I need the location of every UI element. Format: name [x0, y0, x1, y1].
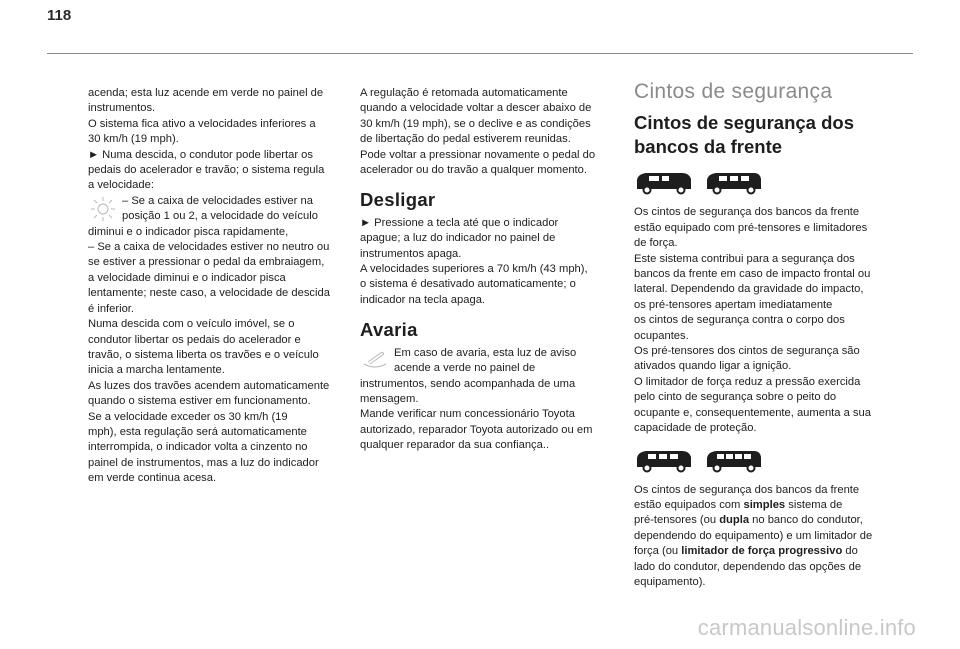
sun-tip-icon: [88, 194, 118, 222]
col3-line: pelo cinto de segurança sobre o peito do: [634, 391, 837, 404]
col3-line: estão equipado com pré-tensores e limitadores: [634, 221, 868, 234]
col1-line: lentamente; neste caso, a velocidade de descida: [88, 287, 330, 300]
col1-line: Numa descida com o veículo imóvel, se o: [88, 318, 295, 331]
col2-line: apague; a luz do indicador no painel de: [360, 232, 556, 245]
col1-line: acenda; esta luz acende em verde no painel de: [88, 87, 324, 99]
col1-line: é inferior.: [88, 302, 135, 315]
col1-line: em verde continua acesa.: [88, 472, 217, 485]
column-2: [360, 86, 608, 454]
vehicle-icons-row-2: [634, 447, 886, 473]
column-3: [634, 80, 886, 590]
col3-line: O limitador de força reduz a pressão exercida: [634, 375, 861, 388]
col1-line: a velocidade:: [88, 179, 154, 192]
col1-line: O sistema fica ativo a velocidades inferiores a: [88, 117, 316, 130]
col2-line: 30 km/h (19 mph), se o declive e as condições: [360, 117, 591, 130]
col3-line: ocupantes.: [634, 329, 689, 342]
col1-line: instrumentos.: [88, 102, 156, 115]
van-icon: [634, 169, 694, 195]
col3-line: ativados quando ligar a ignição.: [634, 360, 792, 373]
col3-line: bancos da frente em caso de impacto frontal ou: [634, 268, 871, 281]
col3-line: [634, 498, 886, 513]
text-run: sistema de: [785, 498, 843, 511]
note-pencil-icon: [360, 346, 390, 374]
bold-term: dupla: [719, 514, 750, 527]
col2-avaria-line: acende a verde no painel de: [394, 362, 536, 375]
col3-line: lado do condutor, dependendo das opções de: [634, 560, 862, 573]
col2-line: o sistema é desativado automaticamente; o: [360, 278, 576, 291]
col1-line: pedais do acelerador e travão; o sistema regula: [88, 164, 325, 177]
col2-line: qualquer reparador da sua confiança..: [360, 439, 550, 452]
col2-line: de libertação do pedal estiverem reunidas.: [360, 133, 571, 146]
col3-line: dependendo do equipamento) e um limitador de: [634, 529, 873, 542]
col1-line: Se a velocidade exceder os 30 km/h (19: [88, 410, 288, 423]
text-run: do: [842, 545, 858, 558]
section-title: Cintos de segurança: [634, 80, 833, 103]
column-1: [88, 86, 346, 487]
col1-line: quando o sistema estiver em funcionamento.: [88, 395, 311, 408]
col2-line: Mande verificar num concessionário Toyota: [360, 408, 575, 421]
col3-line: equipamento).: [634, 575, 706, 588]
col1-line: ► Numa descida, o condutor pode libertar os: [88, 148, 314, 161]
header-divider: [47, 53, 913, 54]
col1-line: – Se a caixa de velocidades estiver no neutro ou: [88, 241, 330, 254]
col2-line: A velocidades superiores a 70 km/h (43 mph),: [360, 263, 588, 276]
col1-line: condutor libertar os pedais do acelerador e: [88, 333, 301, 346]
avaria-block: [360, 346, 608, 377]
col3-line: os cintos de segurança contra o corpo dos: [634, 314, 845, 327]
col2-line: instrumentos apaga.: [360, 247, 462, 260]
section-subtitle: [634, 111, 886, 159]
col1-line: inicia a marcha lentamente.: [88, 364, 225, 377]
col1-line: painel de instrumentos, mas a luz do indicador: [88, 456, 319, 469]
text-run: força (ou: [634, 545, 682, 558]
col2-line: mensagem.: [360, 392, 419, 405]
col3-line: [634, 544, 886, 559]
col2-avaria-line: Em caso de avaria, esta luz de aviso: [394, 346, 577, 359]
col3-line: Este sistema contribui para a segurança dos: [634, 252, 855, 265]
col2-line: acelerador ou do travão a qualquer momento.: [360, 164, 588, 177]
col1-tip-line: – Se a caixa de velocidades estiver na: [122, 194, 313, 207]
text-run: pré-tensores (ou: [634, 514, 720, 527]
col2-line: ► Pressione a tecla até que o indicador: [360, 216, 559, 229]
avaria-heading: Avaria: [360, 319, 418, 341]
col3-line: [634, 513, 886, 528]
col1-line: mph), esta regulação será automaticamente: [88, 425, 307, 438]
vehicle-icons-row-1: [634, 169, 886, 195]
van-icon: [704, 169, 764, 195]
col2-line: indicador na tecla apaga.: [360, 293, 486, 306]
col3-line: Os cintos de segurança dos bancos da frente: [634, 483, 860, 496]
col3-line: os pré-tensores apertam imediatamente: [634, 298, 833, 311]
tip-block: [88, 194, 346, 225]
col3-line: capacidade de proteção.: [634, 422, 757, 435]
subtitle-line: Cintos de segurança dos: [634, 112, 854, 134]
col1-tip-line: posição 1 ou 2, a velocidade do veículo: [122, 210, 318, 223]
text-run: estão equipados com: [634, 498, 744, 511]
van-icon: [704, 447, 764, 473]
col3-line: Os cintos de segurança dos bancos da frente: [634, 206, 860, 219]
bold-term: limitador de força progressivo: [681, 545, 843, 558]
page-number: 118: [47, 7, 72, 24]
col2-line: A regulação é retomada automaticamente: [360, 87, 568, 99]
col1-line: travão, o sistema liberta os travões e o veículo: [88, 348, 319, 361]
desligar-heading: Desligar: [360, 189, 436, 211]
watermark: carmanualsonline.info: [697, 615, 916, 640]
col2-line: quando a velocidade voltar a descer abaixo de: [360, 102, 592, 115]
col3-line: Os pré-tensores dos cintos de segurança são: [634, 345, 860, 358]
van-icon: [634, 447, 694, 473]
text-run: no banco do condutor,: [749, 514, 863, 527]
col3-line: ocupante e, consequentemente, aumenta a sua: [634, 406, 871, 419]
bold-term: simples: [743, 498, 786, 511]
subtitle-line: bancos da frente: [634, 136, 783, 158]
col1-line: se estiver a pressionar o pedal da embraiagem,: [88, 256, 325, 269]
col2-line: instrumentos, sendo acompanhada de uma: [360, 377, 576, 390]
col1-line: a velocidade diminui e o indicador pisca: [88, 271, 286, 284]
col1-line: diminui e o indicador pisca rapidamente,: [88, 225, 289, 238]
col3-line: lateral. Dependendo da gravidade do impacto,: [634, 283, 864, 296]
col1-line: 30 km/h (19 mph).: [88, 133, 179, 146]
col1-line: interrompida, o indicador volta a cinzento no: [88, 441, 308, 454]
col2-line: Pode voltar a pressionar novamente o pedal do: [360, 148, 596, 161]
col1-line: As luzes dos travões acendem automaticamente: [88, 379, 330, 392]
col3-line: de força.: [634, 237, 678, 250]
col2-line: autorizado, reparador Toyota autorizado ou em: [360, 423, 593, 436]
